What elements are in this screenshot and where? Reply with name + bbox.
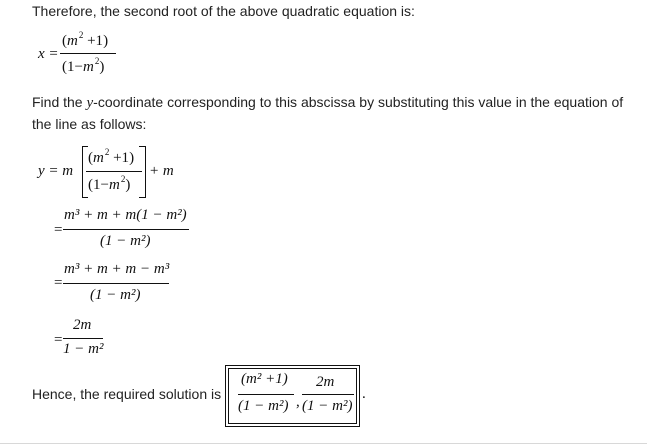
root-numerator: $(m^2 +1)$ [62, 30, 109, 49]
plus-m: + m [149, 163, 174, 179]
step3-denominator: 1 − m² [63, 341, 104, 357]
step2-fraction-bar [63, 283, 169, 284]
answer-numerator-1: (m² +1) [241, 371, 288, 387]
left-bracket-bottom [82, 197, 88, 198]
step2-denominator: (1 − m²) [90, 287, 141, 303]
y-numerator: $(m^2 +1)$ [88, 147, 135, 166]
y-denominator: $(1-m^2)$ [88, 174, 131, 193]
x-lhs: x = [38, 46, 59, 62]
step3-numerator: 2m [73, 317, 92, 333]
answer-numerator-2: 2m [316, 374, 335, 390]
right-bracket-bottom [139, 197, 145, 198]
y-lhs: y = m [38, 163, 74, 179]
right-bracket-top [139, 146, 145, 147]
step1-eq: = [54, 222, 63, 238]
root-fraction-bar [60, 53, 116, 54]
find-text-line1: Find the y-coordinate corresponding to this abscissa by substituting this value in the equation of [32, 94, 624, 111]
answer-comma: , [296, 394, 300, 410]
step1-numerator: m³ + m + m(1 − m²) [64, 207, 187, 223]
answer-fraction-bar-1 [238, 394, 294, 395]
step3-eq: = [54, 332, 63, 348]
intro-text: Therefore, the second root of the above quadratic equation is: [32, 3, 415, 19]
answer-fraction-bar-2 [302, 394, 354, 395]
step2-eq: = [54, 275, 63, 291]
step2-numerator: m³ + m + m − m³ [64, 261, 170, 277]
step1-fraction-bar [63, 229, 189, 230]
answer-period: . [362, 386, 366, 402]
answer-denominator-2: (1 − m²) [302, 398, 353, 414]
y-fraction-bar [86, 171, 142, 172]
answer-denominator-1: (1 − m²) [238, 398, 289, 414]
right-bracket [145, 146, 146, 198]
find-text-line2: the line as follows: [32, 116, 147, 132]
left-bracket [82, 146, 83, 198]
root-denominator: $(1-m^2)$ [62, 56, 105, 75]
step3-fraction-bar [63, 338, 103, 339]
hence-text: Hence, the required solution is [32, 386, 222, 402]
step1-denominator: (1 − m²) [100, 233, 151, 249]
